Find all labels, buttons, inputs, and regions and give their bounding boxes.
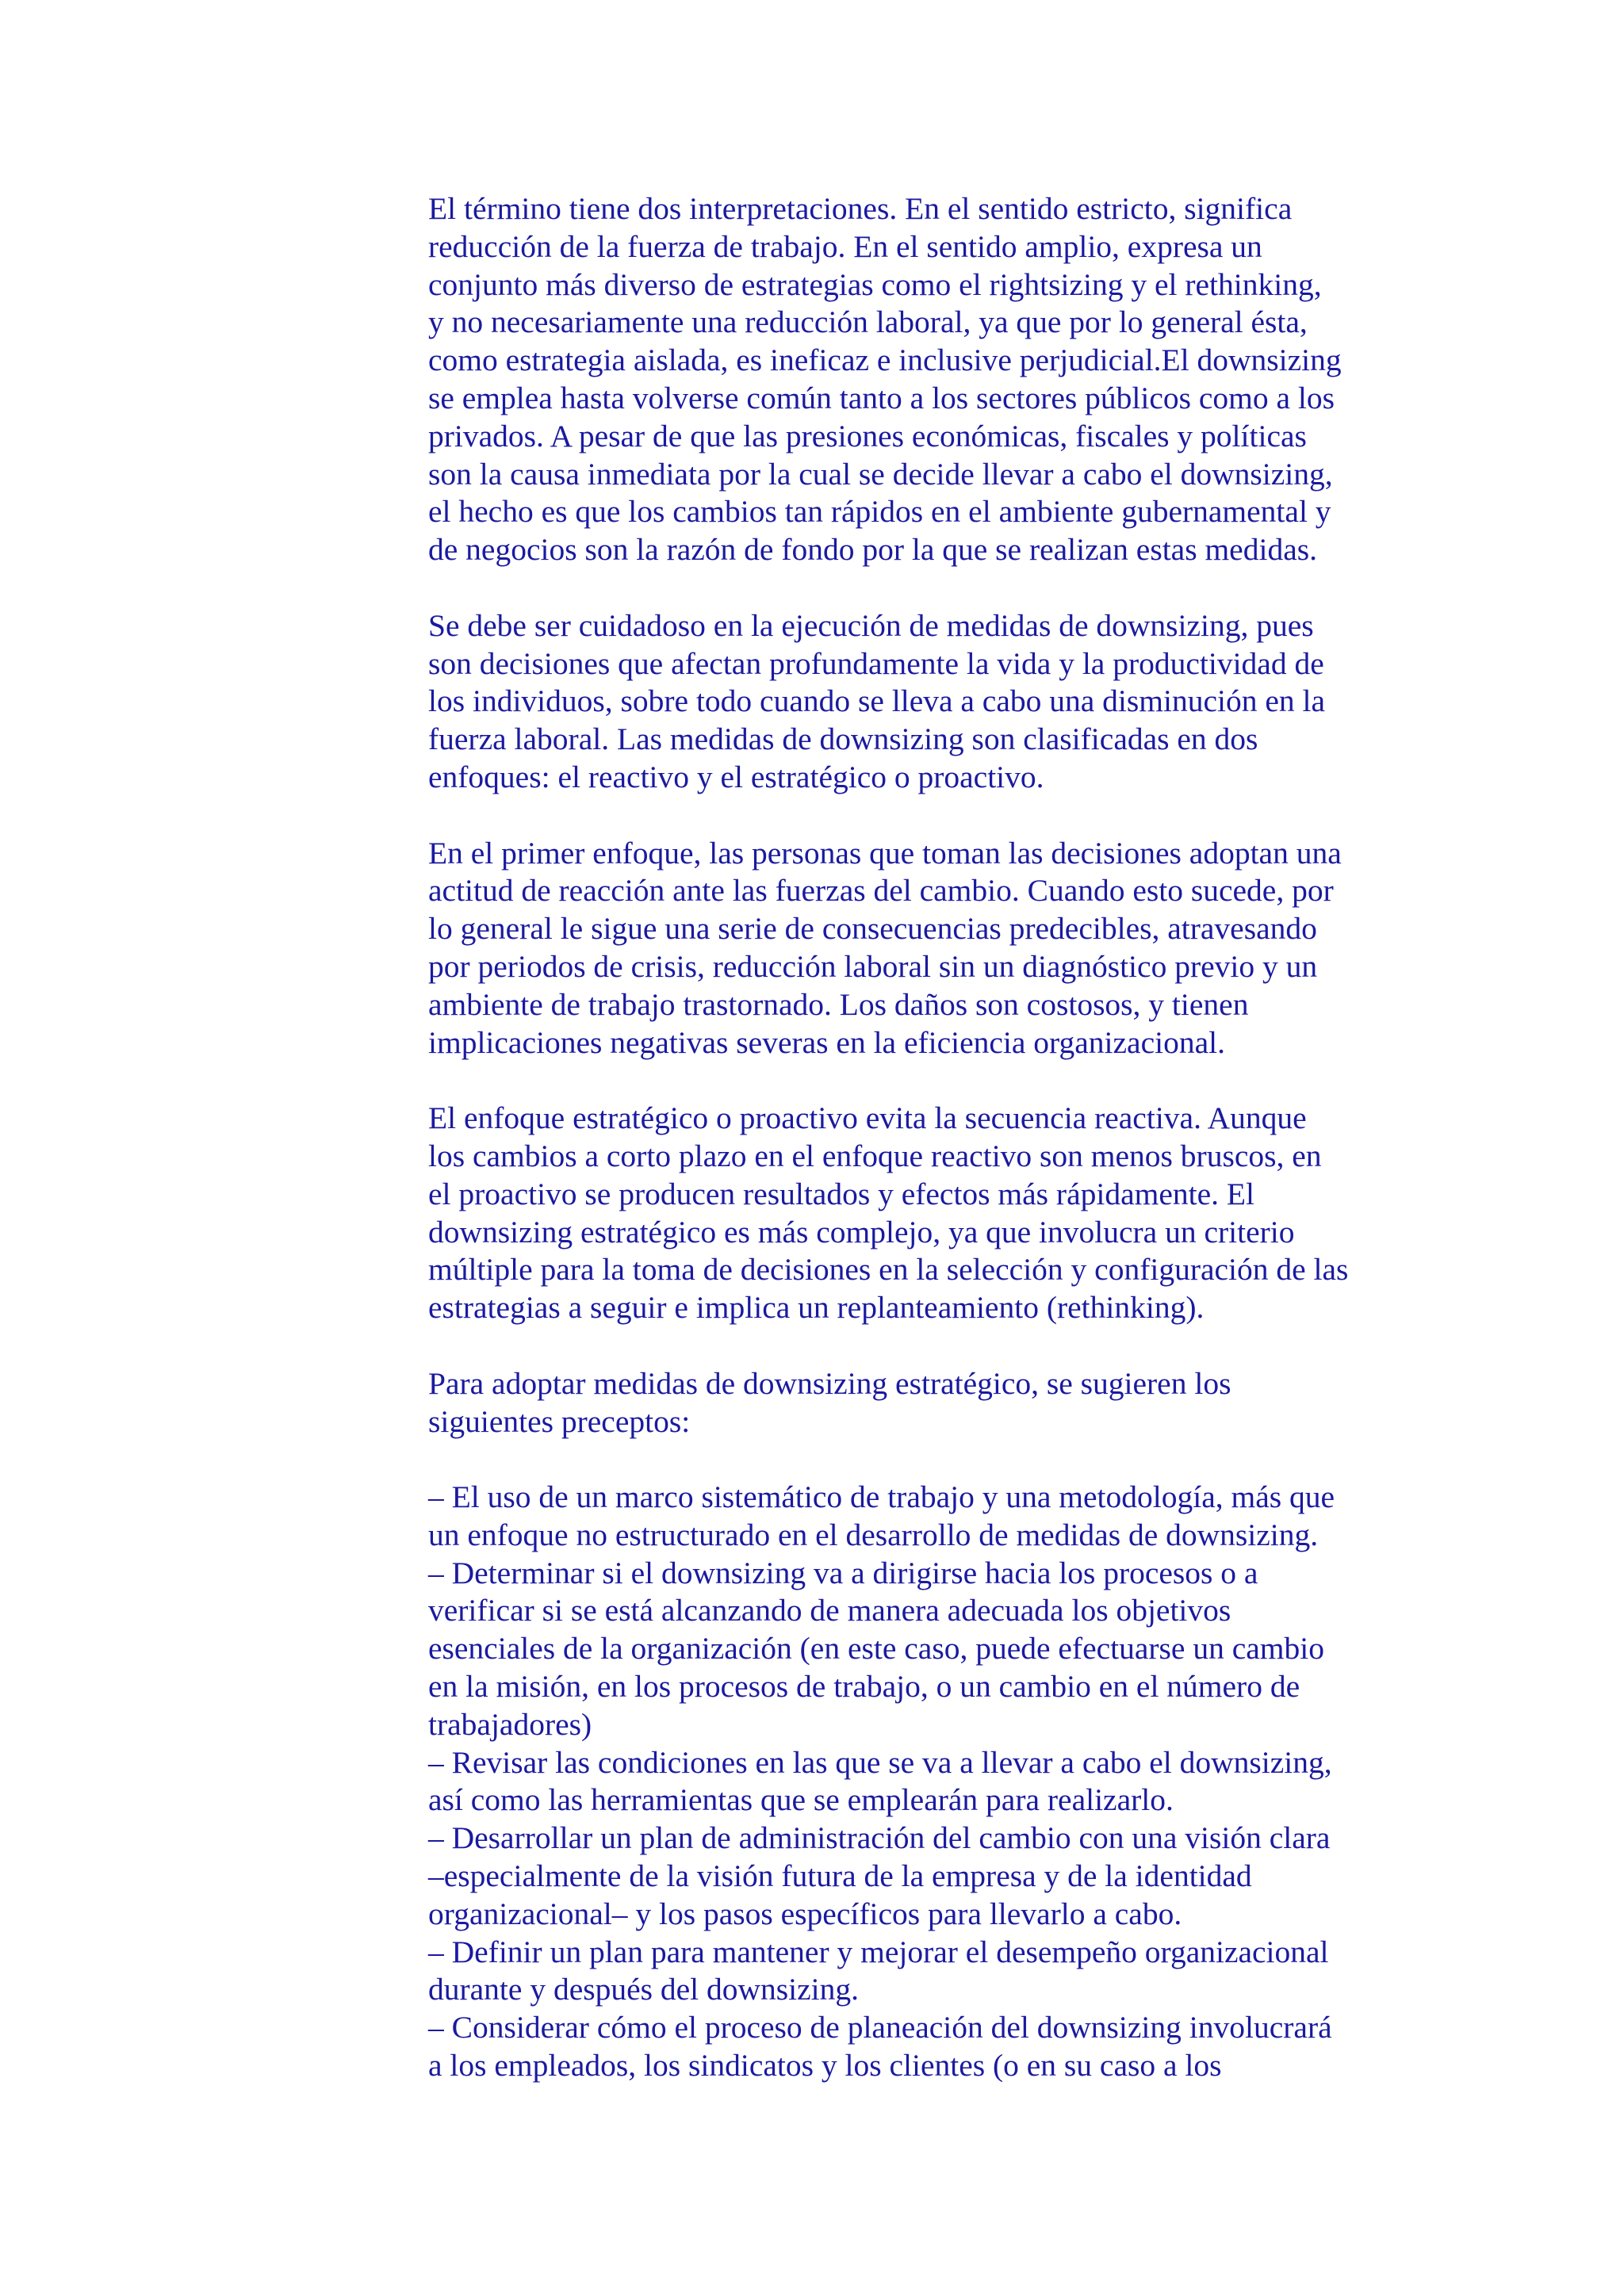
paragraph-strategic-approach: El enfoque estratégico o proactivo evita la secuencia reactiva. Aunque los cambios a corto plazo en el enfoque reactivo son menos bruscos, en el proactivo se producen resultados y efectos más rápidamente. El downsizing estratégico es más complejo, ya que involucra un criterio múltiple para la toma de decisiones en la selección y configuración de las estrategias a seguir e implica un replanteamiento (rethinking). [428, 1100, 1349, 1326]
paragraph-caution: Se debe ser cuidadoso en la ejecución de medidas de downsizing, pues son decisiones que afectan profundamente la vida y la productividad de los individuos, sobre todo cuando se lleva a cabo una disminución en la fuerza laboral. Las medidas de downsizing son clasificadas en dos enfoques: el reactivo y el estratégico o proactivo. [428, 607, 1325, 794]
paragraph-reactive-approach: En el primer enfoque, las personas que toman las decisiones adoptan una actitud de reacción ante las fuerzas del cambio. Cuando esto sucede, por lo general le sigue una serie de consecuencias predecibles, atravesando por periodos de crisis, reducción laboral sin un diagnóstico previo y un ambiente de trabajo trastornado. Los daños son costosos, y tienen implicaciones negativas severas en la eficiencia organizacional. [428, 835, 1342, 1060]
paragraph-precepts-intro: Para adoptar medidas de downsizing estratégico, se sugieren los siguientes preceptos: [428, 1365, 1231, 1439]
paragraph-precepts-list: – El uso de un marco sistemático de trabajo y una metodología, más que un enfoque no estructurado en el desarrollo de medidas de downsizing. – Determinar si el downsizing va a dirigirse hacia los procesos o a verificar si se está alcanzando de manera adecuada los objetivos esenciales de la organización (en este caso, puede efectuarse un cambio en la misión, en los procesos de trabajo, o un cambio en el número de trabajadores) – Revisar las condiciones en las que se va a llevar a cabo el downsizing, así como las herramientas que se emplearán para realizarlo. – Desarrollar un plan de administración del cambio con una visión clara –especialmente de la visión futura de la empresa y de la identidad organizacional– y los pasos específicos para llevarlo a cabo. – Definir un plan para mantener y mejorar el desempeño organizacional durante y después del downsizing. – Considerar cómo el proceso de planeación del downsizing involucrará a los empleados, los sindicatos y los clientes (o en su caso a los [428, 1479, 1335, 2084]
paragraph-definition: El término tiene dos interpretaciones. En el sentido estricto, significa reducción de la fuerza de trabajo. En el sentido amplio, expresa un conjunto más diverso de estrategias como el rightsizing y el rethinking, y no necesariamente una reducción laboral, ya que por lo general ésta, como estrategia aislada, es ineficaz e inclusive perjudicial.El downsizing se emplea hasta volverse común tanto a los sectores públicos como a los privados. A pesar de que las presiones económicas, fiscales y políticas son la causa inmediata por la cual se decide llevar a cabo el downsizing, el hecho es que los cambios tan rápidos en el ambiente gubernamental y de negocios son la razón de fondo por la que se realizan estas medidas. [428, 191, 1342, 568]
document-body [428, 190, 1404, 2085]
